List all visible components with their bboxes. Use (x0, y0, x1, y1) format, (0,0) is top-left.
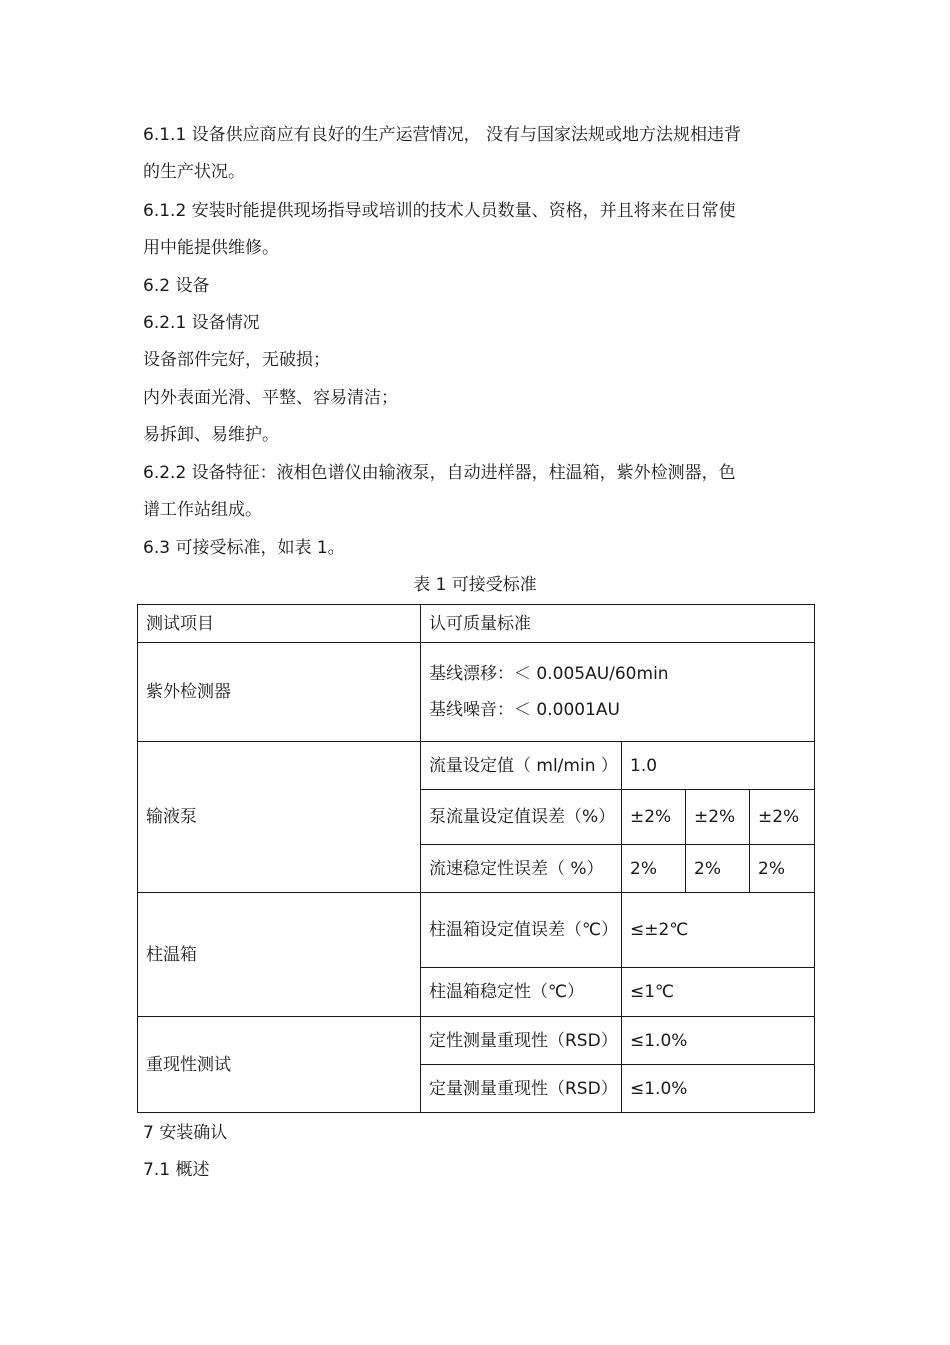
quantitative-repro-label: 定量测量重现性（RSD） (421, 1065, 622, 1113)
section-6-1-1-line-2: 的生产状况。 (143, 162, 245, 182)
requirement-item-2: 内外表面光滑、平整、容易清洁； (143, 388, 398, 408)
table-header-row (138, 605, 815, 643)
flow-error-value: ±2% (750, 790, 815, 845)
qualitative-repro-value: ≤1.0% (622, 1017, 815, 1065)
heading-7-1: 7.1 概述 (143, 1160, 210, 1180)
table-row-uv (138, 643, 815, 742)
qualitative-repro-label: 定性测量重现性（RSD） (421, 1017, 622, 1065)
oven-stability-value: ≤1℃ (622, 968, 815, 1017)
section-6-2-2-line-1: 6.2.2 设备特征：液相色谱仪由输液泵，自动进样器，柱温箱，紫外检测器，色 (143, 463, 736, 483)
flow-error-value: ±2% (622, 790, 686, 845)
flow-stability-value: 2% (686, 845, 750, 893)
uv-detector-label: 紫外检测器 (138, 643, 421, 742)
flow-setting-label: 流量设定值（ ml/min ） (421, 742, 622, 790)
section-6-1-2-line-2: 用中能提供维修。 (143, 238, 279, 258)
section-6-1-1-line-1: 6.1.1 设备供应商应有良好的生产运营情况， 没有与国家法规或地方法规相违背 (143, 125, 742, 145)
heading-7: 7 安装确认 (143, 1123, 228, 1143)
flow-setting-value: 1.0 (622, 742, 815, 790)
heading-6-2: 6.2 设备 (143, 276, 210, 296)
table-row-oven-setting (138, 893, 815, 968)
flow-error-value: ±2% (686, 790, 750, 845)
oven-setting-error-value: ≤±2℃ (622, 893, 815, 968)
section-6-1-2-line-1: 6.1.2 安装时能提供现场指导或培训的技术人员数量、资格，并且将来在日常使 (143, 201, 736, 221)
flow-stability-value: 2% (750, 845, 815, 893)
column-oven-label: 柱温箱 (138, 893, 421, 1017)
flow-error-label: 泵流量设定值误差（%） (421, 790, 622, 845)
reproducibility-label: 重现性测试 (138, 1017, 421, 1113)
flow-stability-value: 2% (622, 845, 686, 893)
uv-detector-criteria (421, 643, 815, 742)
table-row-repro-qualitative (138, 1017, 815, 1065)
flow-stability-label: 流速稳定性误差（ %） (421, 845, 622, 893)
table-caption: 表 1 可接受标准 (413, 575, 537, 595)
table-row-pump-flow-setting (138, 742, 815, 790)
requirement-item-1: 设备部件完好，无破损； (143, 350, 330, 370)
acceptance-criteria-table (137, 604, 815, 1113)
quantitative-repro-value: ≤1.0% (622, 1065, 815, 1113)
oven-setting-error-label: 柱温箱设定值误差（℃） (421, 893, 622, 968)
section-6-2-2-line-2: 谱工作站组成。 (143, 500, 262, 520)
baseline-drift: 基线漂移：＜ 0.005AU/60min (429, 664, 669, 684)
header-quality-standard: 认可质量标准 (421, 605, 815, 643)
pump-label: 输液泵 (138, 742, 421, 893)
oven-stability-label: 柱温箱稳定性（℃） (421, 968, 622, 1017)
heading-6-3: 6.3 可接受标准，如表 1。 (143, 538, 345, 558)
requirement-item-3: 易拆卸、易维护。 (143, 425, 279, 445)
header-test-item: 测试项目 (138, 605, 421, 643)
heading-6-2-1: 6.2.1 设备情况 (143, 313, 260, 333)
baseline-noise: 基线噪音：＜ 0.0001AU (429, 700, 620, 720)
